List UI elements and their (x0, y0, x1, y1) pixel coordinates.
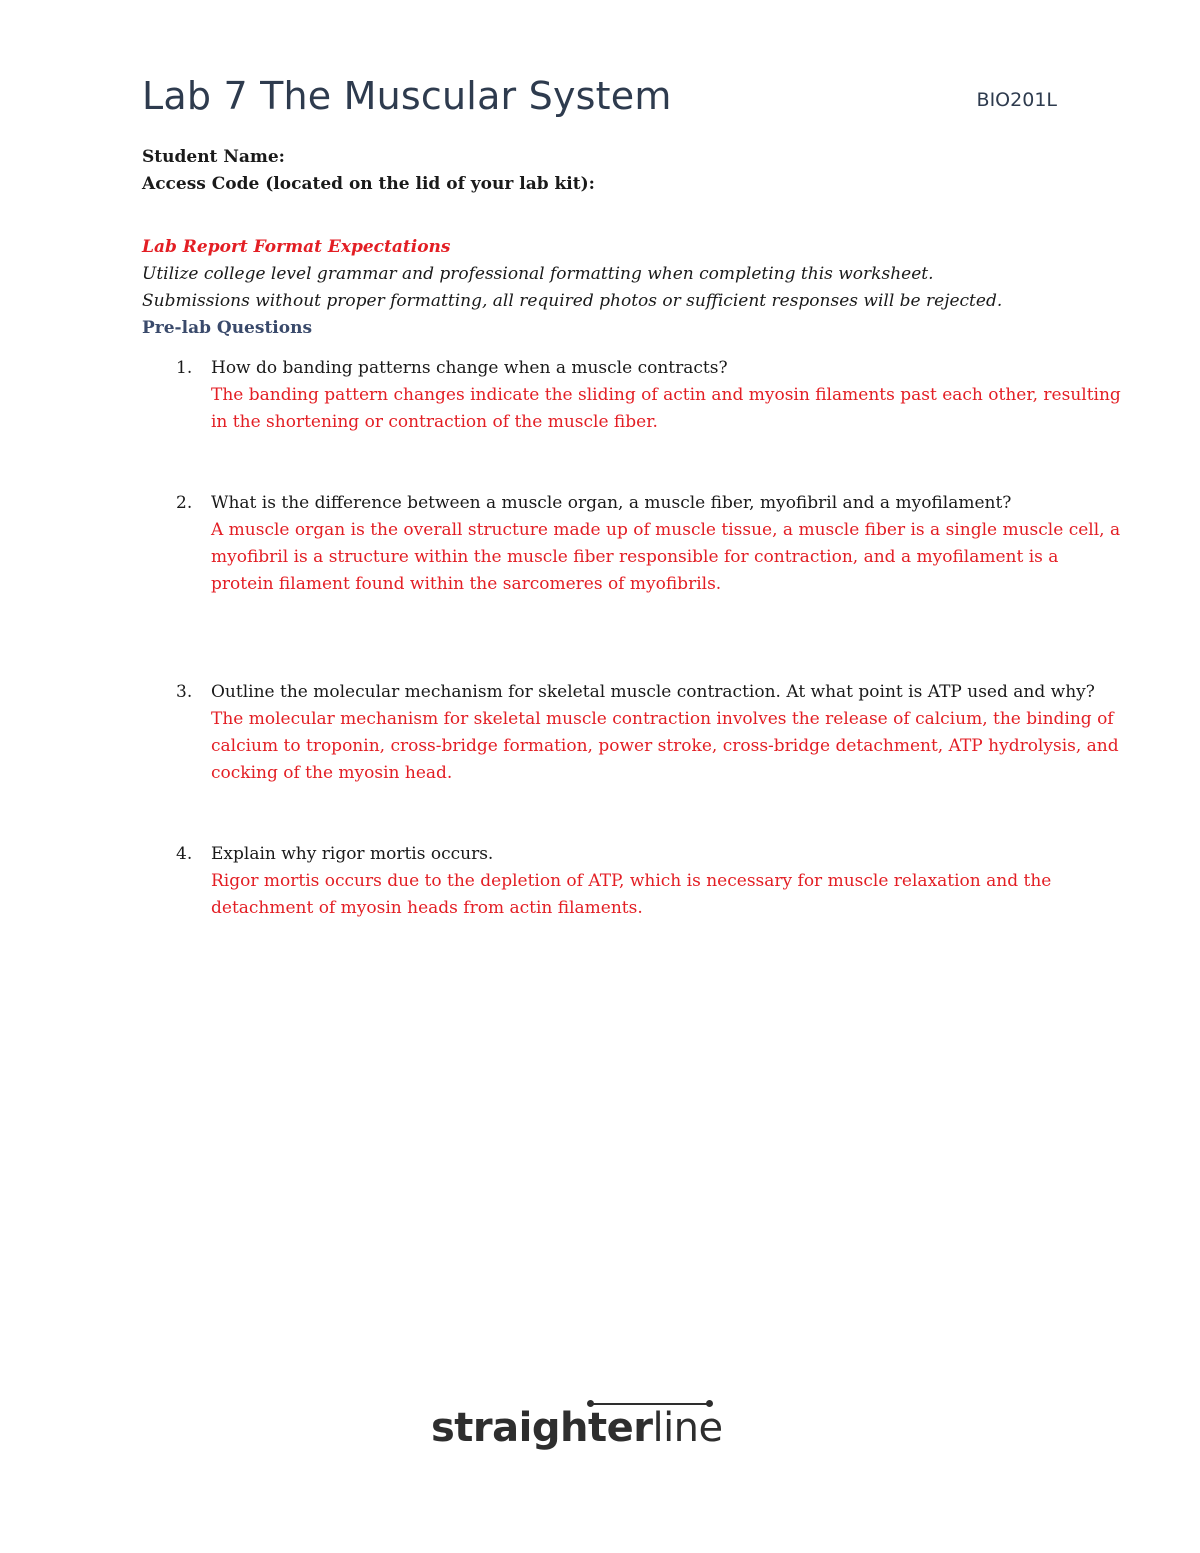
question-item (142, 355, 1121, 436)
access-code-label: Access Code (located on the lid of your lab kit): (142, 174, 595, 194)
question-number: 3. (176, 682, 193, 702)
question-item (142, 679, 1121, 787)
question-text: What is the difference between a muscle organ, a muscle fiber, myofibril and a myofilament? (211, 493, 1012, 513)
page-title: Lab 7 The Muscular System (142, 74, 672, 118)
student-name-label: Student Name: (142, 147, 285, 167)
question-text: Outline the molecular mechanism for skeletal muscle contraction. At what point is ATP used and why? (211, 682, 1095, 702)
answer-text: The molecular mechanism for skeletal muscle contraction involves the release of calcium, the binding of calcium to troponin, cross-bridge formation, power stroke, cross-bridge detachment, ATP hydrolysis, and cocking of the myosin head. (211, 709, 1119, 783)
answer-text: A muscle organ is the overall structure made up of muscle tissue, a muscle fiber is a single muscle cell, a myofibril is a structure within the muscle fiber responsible for contraction, and a myofilament is a protein filament found within the sarcomeres of myofibrils. (211, 520, 1121, 594)
document-header (142, 72, 1057, 122)
question-text: How do banding patterns change when a muscle contracts? (211, 358, 728, 378)
answer-text: Rigor mortis occurs due to the depletion of ATP, which is necessary for muscle relaxation and the detachment of myosin heads from actin filaments. (211, 871, 1052, 918)
question-number: 1. (176, 358, 193, 378)
format-text: Utilize college level grammar and professional formatting when completing this worksheet. Submissions without proper formatting, all required photos or sufficient responses will be rejected. (142, 264, 1003, 311)
prelab-heading: Pre-lab Questions (142, 318, 313, 338)
question-number: 2. (176, 493, 193, 513)
format-heading: Lab Report Format Expectations (142, 237, 451, 257)
course-code: BIO201L (976, 89, 1057, 111)
format-paragraph (142, 261, 1042, 342)
logo-light-text: line (652, 1405, 723, 1451)
answer-text: The banding pattern changes indicate the sliding of actin and myosin filaments past each other, resulting in the shortening or contraction of the muscle fiber. (211, 385, 1121, 432)
question-item (142, 841, 1121, 922)
straighterline-logo (431, 1398, 761, 1460)
logo-text (431, 1402, 723, 1454)
question-number: 4. (176, 844, 193, 864)
student-info (142, 144, 1042, 198)
logo-bold-text: straighter (431, 1405, 653, 1451)
question-text: Explain why rigor mortis occurs. (211, 844, 494, 864)
format-expectations (142, 234, 1042, 342)
question-item (142, 490, 1121, 598)
